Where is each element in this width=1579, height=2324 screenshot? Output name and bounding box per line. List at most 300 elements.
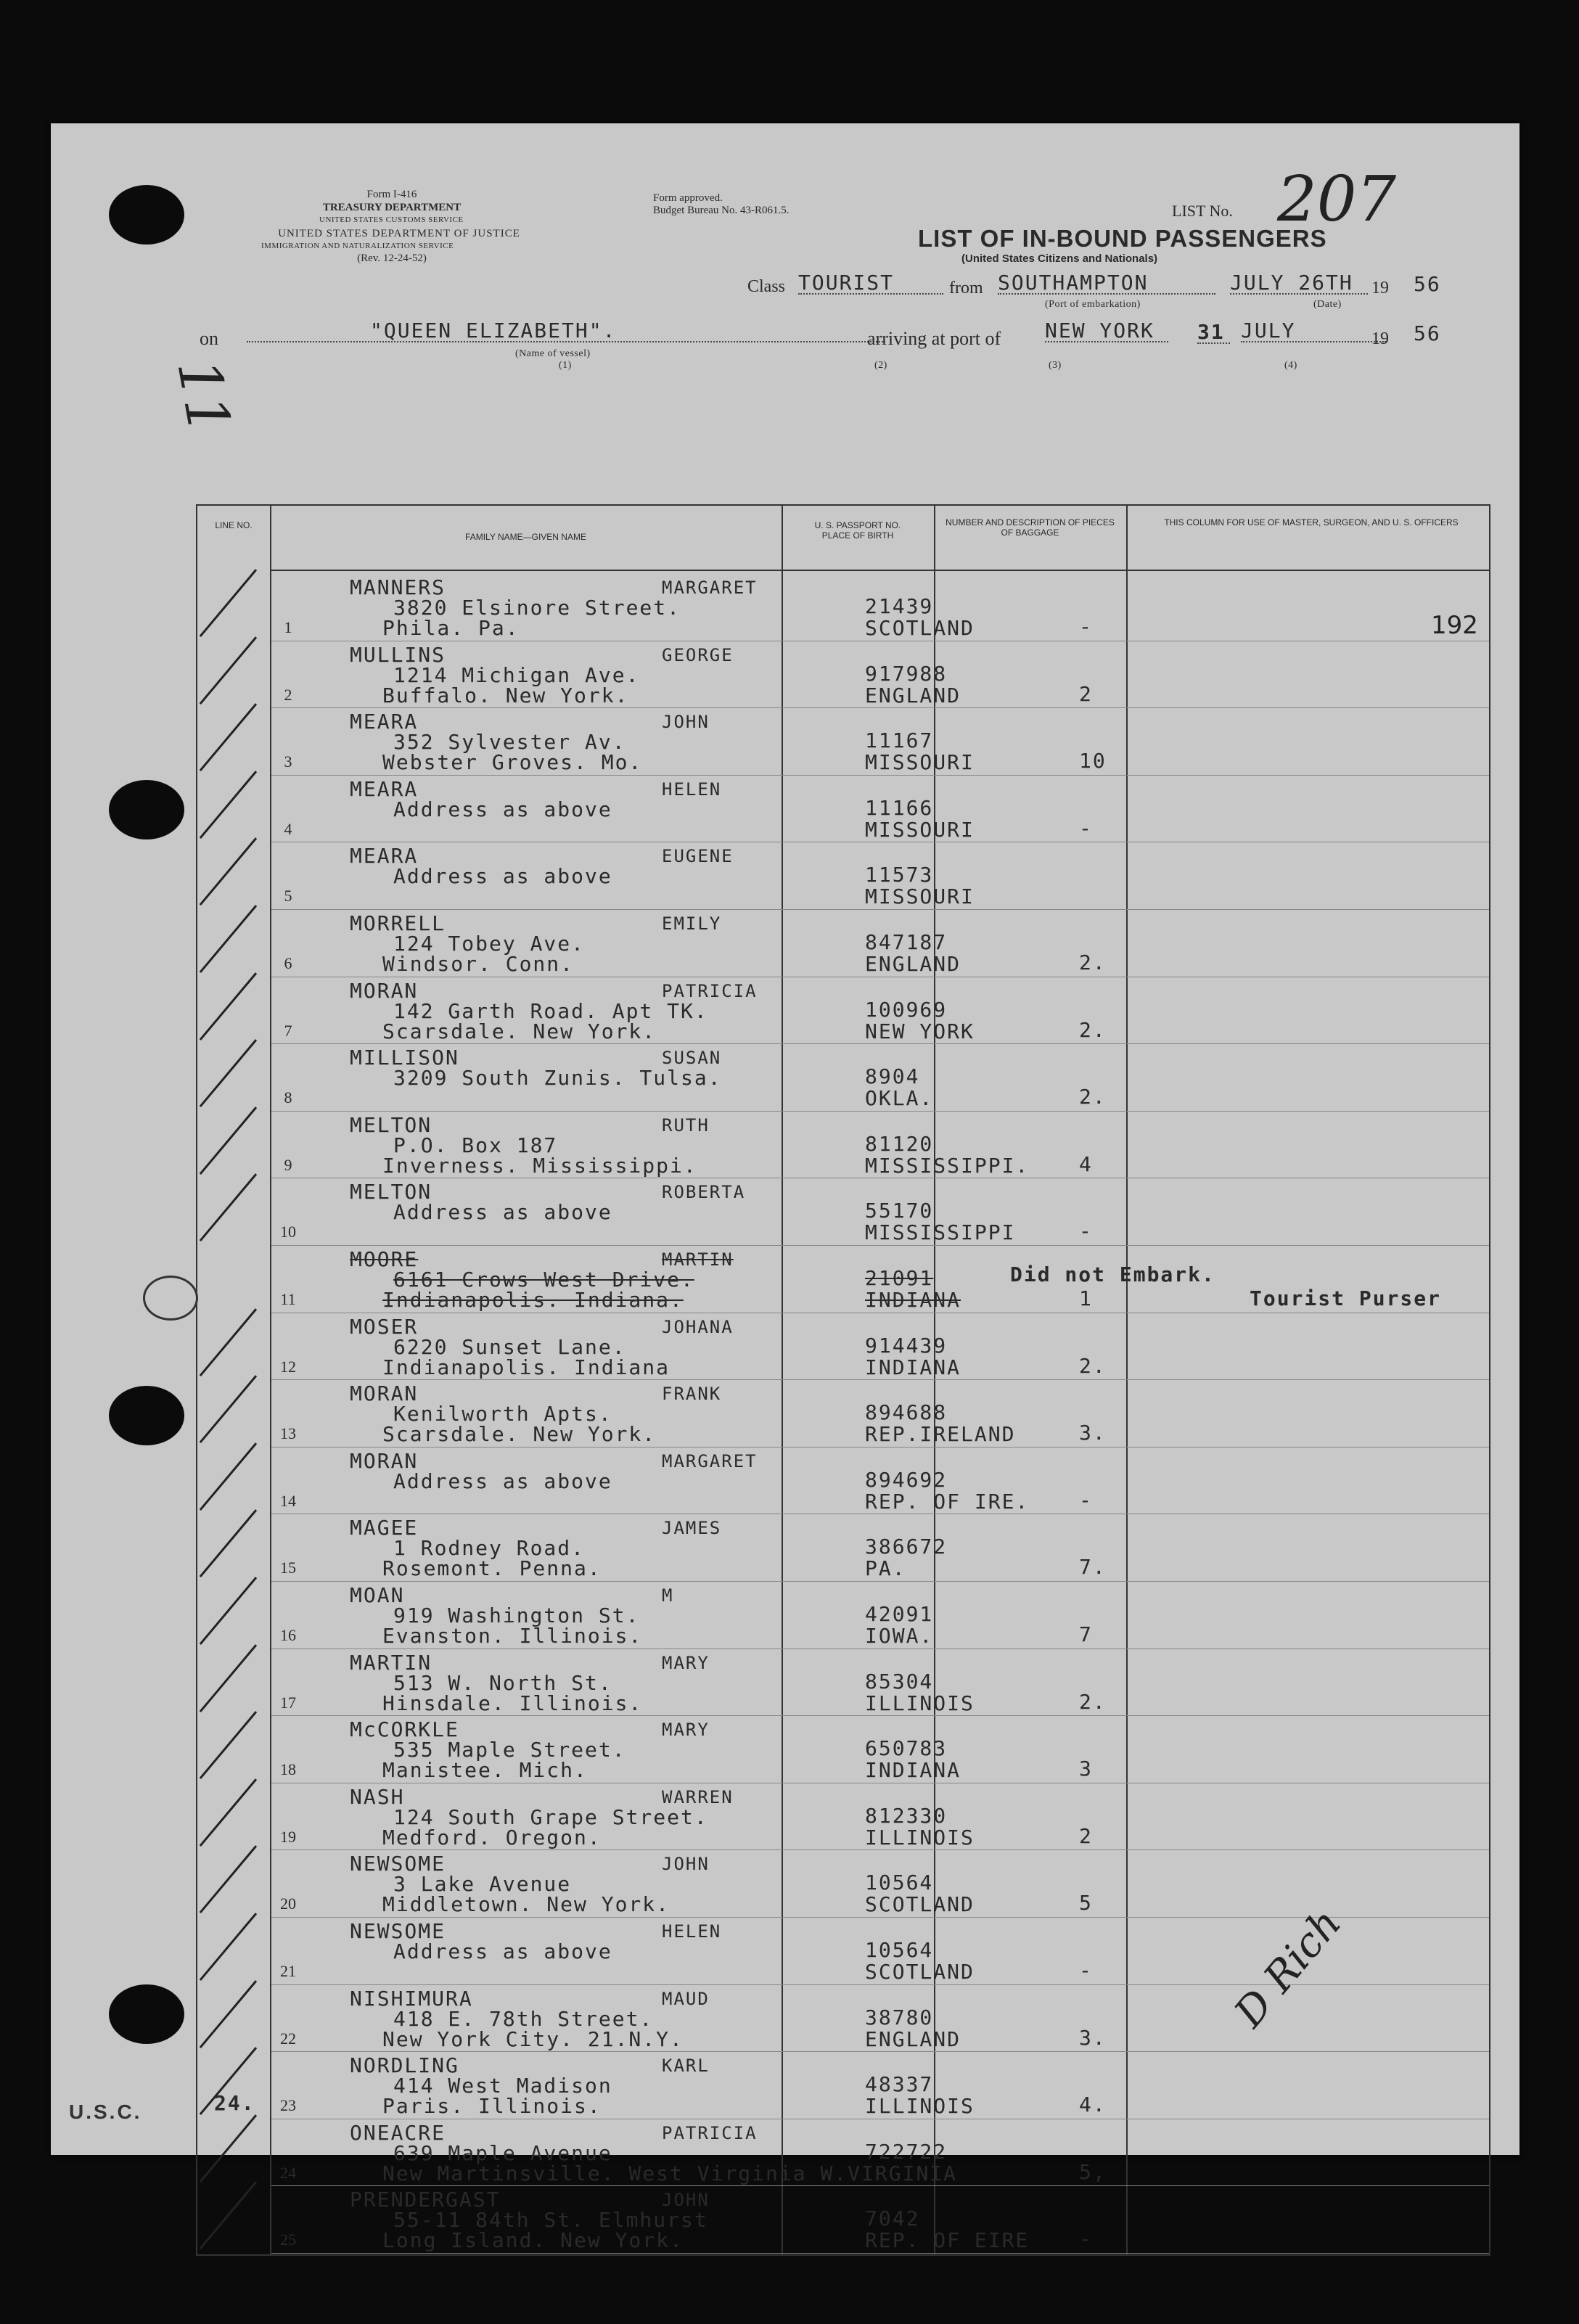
baggage-count: 7. [1079,1555,1107,1580]
check-mark [200,2114,257,2183]
address-line-1: Address as above [393,1200,612,1225]
given-name: JAMES [662,1518,722,1539]
address-line-1: 124 South Grape Street. [393,1804,708,1829]
passport-number: 650783 [865,1736,948,1761]
address-line-1: 3820 Elsinore Street. [393,596,681,620]
form-approved: Form approved. [653,192,723,204]
arrival-day: 31 [1197,322,1230,344]
on-label: on [200,328,218,349]
address-line-1: 1214 Michigan Ave. [393,662,640,687]
family-name: NEWSOME [350,1852,446,1876]
table-row [197,2053,1489,2121]
row-divider [271,707,1489,708]
row-divider [271,1379,1489,1380]
table-row [197,1314,1489,1382]
address-line-2: Manistee. Mich. [382,1758,588,1783]
place-of-birth: MISSOURI [865,884,975,909]
punch-hole [109,780,184,839]
table-row [197,2120,1489,2188]
row-divider [271,1245,1489,1246]
address-line-1: 142 Garth Road. Apt TK. [393,998,708,1023]
family-name: MORAN [350,1448,419,1473]
table-row [197,1381,1489,1449]
place-of-birth: INDIANA [865,1355,961,1379]
address-line-1: Address as above [393,797,612,821]
line-number: 6 [284,954,292,972]
line-number: 21 [280,1962,296,1980]
line-number: 16 [280,1626,296,1644]
list-number: 207 [1277,163,1397,236]
row-divider [271,775,1489,776]
table-row [197,1784,1489,1852]
given-name: EUGENE [662,846,734,867]
baggage-count: 10 [1079,749,1107,773]
baggage-count: - [1079,1958,1093,1982]
address-line-1: 6161 Crows West Drive. [393,1268,694,1292]
footer-number: 24. [214,2091,255,2115]
place-of-birth: ENGLAND [865,683,961,707]
family-name: MORAN [350,1381,419,1406]
place-of-birth: SCOTLAND [865,1960,975,1984]
address-line-1: 513 W. North St. [393,1670,612,1695]
address-line-1: 639 Maple Avenue [393,2140,612,2165]
given-name: RUTH [662,1114,710,1136]
arriving-label: arriving at port of [867,328,1001,349]
given-name: JOHANA [662,1316,734,1337]
vessel-name: "QUEEN ELIZABETH". [247,321,885,342]
passport-number: 847187 [865,930,948,954]
passport-number: 914439 [865,1333,948,1358]
given-name: MARTIN [662,1249,734,1270]
check-mark [200,1644,257,1712]
family-name: MORRELL [350,911,446,935]
passport-number: 10564 [865,1938,934,1962]
passport-number: 11166 [865,795,934,820]
place-of-birth: NEW YORK [865,1019,975,1043]
address-line-2: Phila. Pa. [382,616,520,640]
family-name: PRENDERGAST [350,2188,501,2212]
passport-number: 386672 [865,1535,948,1559]
row-divider [271,1447,1489,1448]
family-name: MOAN [350,1583,405,1607]
address-line-1: 418 E. 78th Street. [393,2006,654,2031]
passport-number: 81120 [865,1131,934,1156]
address-line-2: Paris. Illinois. [382,2094,602,2119]
table-row [197,776,1489,845]
baggage-count: 4 [1079,1151,1093,1176]
check-mark [200,2182,257,2250]
check-mark [200,1980,257,2048]
address-line-2: New York City. 21.N.Y. [382,2027,684,2051]
place-of-birth: MISSISSIPPI. [865,1153,1030,1178]
baggage-count: 5, [1079,2159,1107,2184]
line-number: 11 [280,1290,296,1308]
dept-justice: UNITED STATES DEPARTMENT OF JUSTICE [278,228,520,239]
form-number: Form I-416 [366,189,417,200]
address-line-1: Address as above [393,864,612,889]
page-mark: 192 [1431,611,1478,640]
address-line-1: Kenilworth Apts. [393,1402,612,1426]
col-header-passport: U. S. PASSPORT NO. PLACE OF BIRTH [814,520,901,541]
place-of-birth: ILLINOIS [865,1825,975,1849]
table-row [197,1515,1489,1583]
line-number: 19 [280,1827,296,1846]
place-of-birth: ILLINOIS [865,2094,975,2119]
address-line-1: 3 Lake Avenue [393,1872,572,1897]
table-row [197,1582,1489,1651]
line-number: 12 [280,1357,296,1376]
row-divider [271,2051,1489,2052]
line-number: 4 [284,819,292,838]
place-of-birth: PA. [865,1556,906,1581]
col-header-baggage: NUMBER AND DESCRIPTION OF PIECES OF BAGGAGE [946,517,1115,538]
given-name: MARY [662,1720,710,1741]
family-name: MILLISON [350,1046,459,1070]
check-mark [200,703,257,771]
family-name: MEARA [350,844,419,869]
family-name: NEWSOME [350,1919,446,1943]
line-number: 1 [284,618,292,636]
baggage-count: 2. [1079,1689,1107,1714]
punch-hole [109,1984,184,2044]
row-divider [271,909,1489,910]
place-of-birth: SCOTLAND [865,1892,975,1917]
place-of-birth: REP.IRELAND [865,1422,1016,1447]
line-number: 25 [280,2230,296,2249]
given-name: EMILY [662,913,722,934]
family-name: MEARA [350,776,419,801]
baggage-count: 3. [1079,1421,1107,1445]
address-line-2: New Martinsville. West Virginia W.VIRGINIA [382,2161,958,2185]
line-number: 17 [280,1693,296,1712]
given-name: WARREN [662,1786,734,1807]
row-divider [271,1849,1489,1850]
family-name: MELTON [350,1180,432,1204]
given-name: GEORGE [662,644,734,665]
line-number: 13 [280,1424,296,1443]
baggage-count: 2. [1079,950,1107,974]
purser-note: Tourist Purser [1250,1286,1442,1310]
dept-customs: UNITED STATES CUSTOMS SERVICE [319,215,464,224]
embark-port: SOUTHAMPTON [998,273,1215,295]
table-row [197,575,1489,643]
check-mark [200,1510,257,1578]
line-number: 3 [284,752,292,771]
passport-number: 894688 [865,1400,948,1425]
check-mark [200,838,257,906]
col-header-officers: THIS COLUMN FOR USE OF MASTER, SURGEON, AND U. S. OFFICERS [1164,517,1459,527]
row-divider [271,1111,1489,1112]
address-line-2: Windsor. Conn. [382,952,575,976]
table-row [197,1448,1489,1516]
passport-number: 21439 [865,594,934,618]
baggage-count: 2 [1079,1823,1093,1848]
address-line-1: 3209 South Zunis. Tulsa. [393,1066,722,1091]
address-line-2: Scarsdale. New York. [382,1422,657,1447]
given-name: HELEN [662,779,722,800]
line-number: 18 [280,1760,296,1779]
place-of-birth: OKLA. [865,1086,934,1111]
passport-number: 917988 [865,661,948,686]
line-number: 5 [284,887,292,906]
family-name: NISHIMURA [350,1986,473,2011]
given-name: JOHN [662,1854,710,1875]
year-prefix-2: 19 [1371,329,1389,348]
check-mark [200,1778,257,1847]
line-number: 20 [280,1894,296,1913]
address-line-1: 414 West Madison [393,2074,612,2098]
baggage-count: - [1079,816,1093,840]
address-line-1: Address as above [393,1469,612,1493]
family-name: MARTIN [350,1650,432,1675]
place-of-birth: ENGLAND [865,2027,961,2051]
row-divider [271,1715,1489,1716]
baggage-count: - [1079,615,1093,639]
table-row [197,1112,1489,1181]
check-mark [200,972,257,1040]
date-caption: (Date) [1313,299,1342,310]
did-not-embark-note: Did not Embark. [1010,1262,1215,1286]
address-line-2: Inverness. Mississippi. [382,1153,697,1178]
revision-date: (Rev. 12-24-52) [357,252,427,264]
baggage-count: 7 [1079,1622,1093,1646]
arrival-year: 56 [1414,321,1441,345]
address-line-2: Buffalo. New York. [382,683,629,707]
baggage-count: - [1079,1219,1093,1244]
passport-number: 8904 [865,1064,920,1089]
family-name: MAGEE [350,1516,419,1540]
class-label: Class [747,277,786,296]
check-mark [200,1106,257,1175]
line-number: 9 [284,1155,292,1174]
punch-hole [109,1386,184,1445]
given-name: HELEN [662,1921,722,1942]
place-of-birth: MISSISSIPPI [865,1220,1016,1245]
check-mark [200,1846,257,1914]
address-line-1: 6220 Sunset Lane. [393,1334,626,1359]
check-mark [200,905,257,973]
passport-number: 11573 [865,863,934,887]
caption-2: (2) [874,360,887,371]
baggage-count: 2. [1079,1353,1107,1378]
given-name: JOHN [662,2190,710,2211]
baggage-count: - [1079,2227,1093,2251]
address-line-2: Hinsdale. Illinois. [382,1691,643,1715]
passport-number: 722722 [865,2139,948,2164]
place-of-birth: MISSOURI [865,750,975,775]
arrival-month: JULY [1241,321,1386,342]
given-name: ROBERTA [662,1182,746,1203]
year-prefix: 19 [1371,279,1389,297]
baggage-count: - [1079,1487,1093,1512]
address-line-1: 124 Tobey Ave. [393,932,586,956]
vessel-caption: (Name of vessel) [515,348,591,359]
table-row [197,843,1489,911]
address-line-2: Long Island. New York. [382,2228,684,2253]
footer-code: U.S.C. [69,2101,142,2123]
address-line-1: 352 Sylvester Av. [393,730,626,755]
address-line-2: Medford. Oregon. [382,1825,602,1849]
passport-number: 85304 [865,1669,934,1693]
given-name: M [662,1585,674,1606]
row-divider [271,1648,1489,1649]
line-number: 2 [284,685,292,704]
place-of-birth: ILLINOIS [865,1691,975,1715]
place-of-birth: REP. OF EIRE [865,2228,1030,2253]
check-mark [200,1174,257,1242]
embark-port-caption: (Port of embarkation) [1045,299,1141,310]
margin-mark: 11 [164,354,244,439]
address-line-1: 55-11 84th St. Elmhurst [393,2208,708,2233]
check-mark [200,1375,257,1443]
table-row [197,1851,1489,1919]
given-name: MARGARET [662,1450,758,1471]
given-name: KARL [662,2056,710,2077]
passport-number: 55170 [865,1199,934,1223]
address-line-1: 1 Rodney Road. [393,1536,586,1561]
row-divider [271,1581,1489,1582]
page-title: LIST OF IN-BOUND PASSENGERS [918,225,1327,252]
address-line-1: P.O. Box 187 [393,1133,558,1157]
table-row [197,911,1489,979]
page-subtitle: (United States Citizens and Nationals) [961,252,1158,265]
passport-number: 38780 [865,2005,934,2029]
address-line-2: Rosemont. Penna. [382,1556,602,1581]
place-of-birth: INDIANA [865,1758,961,1783]
given-name: SUSAN [662,1048,722,1069]
place-of-birth: INDIANA [865,1288,961,1312]
given-name: MARY [662,1652,710,1673]
baggage-count: 4. [1079,2093,1107,2117]
passport-number: 48337 [865,2072,934,2097]
caption-3: (3) [1049,360,1062,371]
row-divider [271,2185,1489,2186]
line-number: 7 [284,1021,292,1040]
arrival-port: NEW YORK [1045,321,1168,342]
passport-number: 11167 [865,728,934,753]
caption-1: (1) [559,360,572,371]
place-of-birth: REP. OF IRE. [865,1489,1030,1514]
baggage-count: 2. [1079,1017,1107,1042]
punch-hole [109,185,184,245]
place-of-birth: IOWA. [865,1624,934,1648]
list-number-label: LIST No. [1172,202,1233,220]
family-name: MOORE [350,1247,419,1271]
baggage-count: 5 [1079,1891,1093,1916]
line-number: 22 [280,2029,296,2048]
line-number: 15 [280,1559,296,1577]
table-row [197,1179,1489,1247]
manifest-page [51,123,1519,2253]
line-number: 14 [280,1491,296,1510]
class-value: TOURIST [798,273,943,295]
table-row [197,1650,1489,1718]
address-line-2: Indianapolis. Indiana [382,1355,670,1379]
check-mark [200,1711,257,1779]
row-divider [271,2253,1489,2254]
address-line-2: Indianapolis. Indiana. [382,1288,684,1312]
address-line-2: Webster Groves. Mo. [382,750,643,775]
passport-number: 21091 [865,1266,934,1290]
family-name: MEARA [350,710,419,734]
given-name: FRANK [662,1384,722,1405]
family-name: MELTON [350,1112,432,1137]
signature: D Rich [1226,1900,1351,2037]
budget-bureau: Budget Bureau No. 43-R061.5. [653,205,790,216]
departure-year: 56 [1414,272,1441,296]
baggage-count: 2 [1079,681,1093,706]
caption-4: (4) [1284,360,1297,371]
given-name: PATRICIA [662,980,758,1001]
place-of-birth: ENGLAND [865,952,961,976]
table-row [197,642,1489,710]
col-header-name: FAMILY NAME—GIVEN NAME [465,532,586,542]
passport-number: 812330 [865,1803,948,1828]
table-row [197,978,1489,1046]
check-mark [200,1442,257,1511]
address-line-1: 919 Washington St. [393,1604,640,1627]
check-mark [200,1577,257,1645]
check-mark [200,771,257,839]
passport-number: 42091 [865,1602,934,1626]
baggage-count: 2. [1079,1085,1107,1109]
passport-number: 7042 [865,2206,920,2231]
table-row [197,709,1489,777]
check-mark [200,1308,257,1376]
departure-date: JULY 26TH [1230,273,1368,295]
family-name: MULLINS [350,642,446,667]
dept-immigration: IMMIGRATION AND NATURALIZATION SERVICE [261,242,454,250]
given-name: PATRICIA [662,2122,758,2143]
place-of-birth: SCOTLAND [865,616,975,640]
check-mark [200,636,257,705]
table-row [197,1247,1489,1315]
family-name: NORDLING [350,2053,459,2078]
passport-number: 894692 [865,1467,948,1492]
row-divider [271,1043,1489,1044]
address-line-2: Middletown. New York. [382,1892,670,1917]
circle-mark [143,1276,198,1321]
family-name: McCORKLE [350,1717,459,1742]
baggage-count: 3. [1079,2025,1107,2050]
check-mark [200,1913,257,1981]
family-name: MOSER [350,1314,419,1339]
header-divider [270,570,1489,571]
dept-treasury: TREASURY DEPARTMENT [322,202,462,213]
check-mark [200,569,257,637]
address-line-1: 535 Maple Street. [393,1738,626,1762]
baggage-count: 3 [1079,1757,1093,1781]
family-name: NASH [350,1784,405,1809]
family-name: MORAN [350,978,419,1003]
line-number: 8 [284,1088,292,1107]
line-number: 24 [280,2163,296,2182]
passport-number: 100969 [865,997,948,1022]
family-name: ONEACRE [350,2120,446,2145]
from-label: from [949,279,983,297]
passport-number: 10564 [865,1871,934,1895]
table-row [197,1045,1489,1113]
place-of-birth: MISSOURI [865,817,975,842]
line-number: 10 [280,1223,296,1241]
given-name: JOHN [662,712,710,733]
family-name: MANNERS [350,575,446,599]
col-header-line: LINE NO. [215,520,253,530]
baggage-count: 1 [1079,1286,1093,1310]
address-line-2: Evanston. Illinois. [382,1624,643,1648]
table-row [197,2187,1489,2255]
given-name: MARGARET [662,578,758,598]
